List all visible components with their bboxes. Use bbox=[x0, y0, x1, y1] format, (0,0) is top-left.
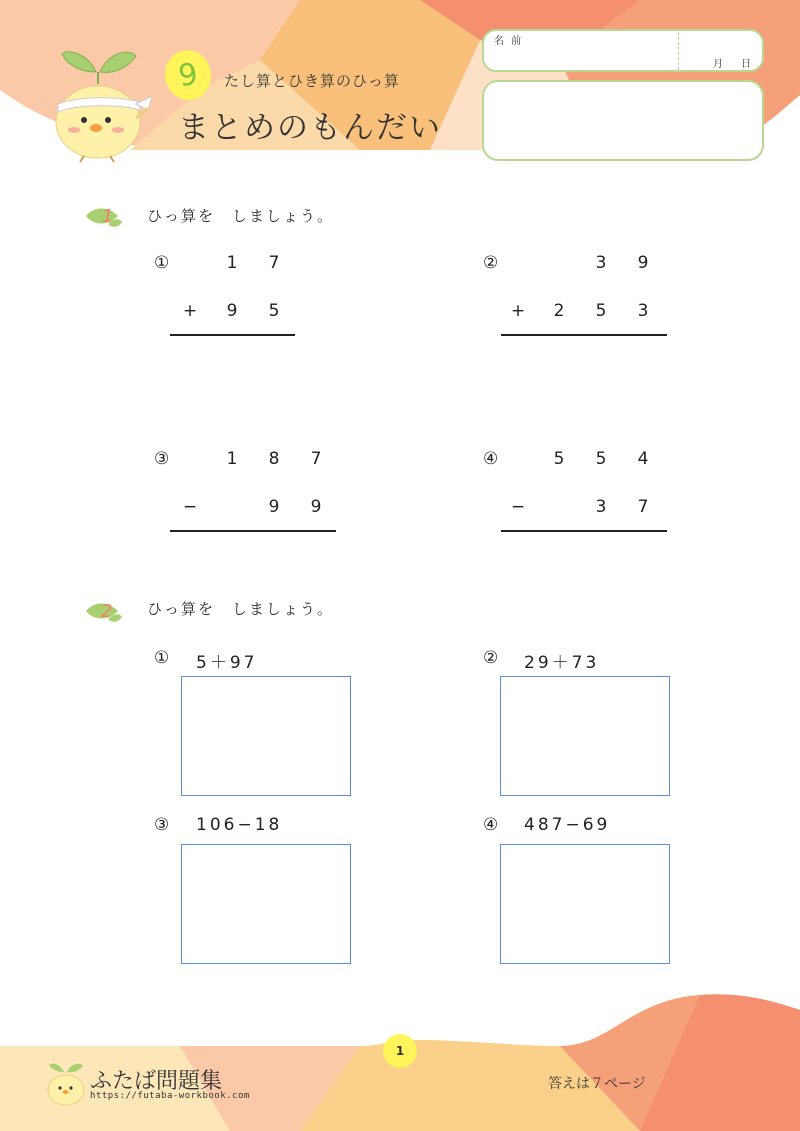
page-number-badge bbox=[383, 1034, 417, 1068]
s1-p3-bottom-digit: 9 bbox=[310, 497, 322, 517]
day-label: 日 bbox=[741, 59, 751, 70]
month-label: 月 bbox=[713, 59, 723, 70]
s1-p4-top-digit: 5 bbox=[553, 449, 565, 469]
s1-p3-top-digit: 7 bbox=[310, 449, 322, 469]
section-2-number: 2 bbox=[101, 601, 113, 622]
s1-p2-top-digit: 3 bbox=[595, 253, 607, 273]
s2-problem-3-answer-box[interactable] bbox=[181, 844, 351, 964]
score-field[interactable] bbox=[482, 80, 764, 161]
section-1-leaf-icon bbox=[84, 200, 124, 230]
s1-p1-top-digit: 7 bbox=[268, 253, 280, 273]
s2-problem-4-expression: 487−69 bbox=[524, 815, 611, 835]
s2-problem-2-expression: 29＋73 bbox=[524, 653, 600, 673]
section-1-number: 1 bbox=[102, 206, 114, 227]
s1-p4-operator: − bbox=[510, 497, 526, 517]
s1-p3-bottom-digit: 9 bbox=[268, 497, 280, 517]
s1-p4-bottom-digit: 7 bbox=[637, 497, 649, 517]
s1-problem-3-label: ③ bbox=[154, 449, 170, 469]
page-title: まとめのもんだい bbox=[178, 110, 442, 146]
s1-p3-top-digit: 8 bbox=[268, 449, 280, 469]
s2-problem-4-answer-box[interactable] bbox=[500, 844, 670, 964]
s1-p4-bottom-digit: 3 bbox=[595, 497, 607, 517]
s2-problem-2-label: ② bbox=[483, 648, 499, 668]
s2-problem-1-answer-box[interactable] bbox=[181, 676, 351, 796]
logo-chick-icon bbox=[44, 1060, 88, 1106]
logo-text: ふたば問題集 bbox=[90, 1069, 223, 1094]
mascot-chick-icon bbox=[48, 44, 158, 164]
worksheet-number: 9 bbox=[176, 56, 200, 94]
s1-p2-operator: + bbox=[510, 301, 526, 321]
page-number: 1 bbox=[395, 1044, 405, 1058]
s1-p3-answer-line bbox=[170, 530, 336, 532]
s2-problem-1-expression: 5＋97 bbox=[196, 653, 258, 673]
s1-problem-2-label: ② bbox=[483, 253, 499, 273]
s1-p1-top-digit: 1 bbox=[226, 253, 238, 273]
s1-p2-bottom-digit: 2 bbox=[553, 301, 565, 321]
s1-p3-operator: − bbox=[182, 497, 198, 517]
answer-page-note: 答えは７ページ bbox=[548, 1076, 646, 1092]
s2-problem-2-answer-box[interactable] bbox=[500, 676, 670, 796]
s1-problem-4-label: ④ bbox=[483, 449, 499, 469]
worksheet-subtitle: たし算とひき算のひっ算 bbox=[224, 72, 401, 90]
s1-p1-bottom-digit: 5 bbox=[268, 301, 280, 321]
section-2-instruction: ひっ算を しましょう。 bbox=[147, 600, 335, 618]
s1-p2-answer-line bbox=[501, 334, 667, 336]
s1-p4-answer-line bbox=[501, 530, 667, 532]
section-1-instruction: ひっ算を しましょう。 bbox=[147, 207, 335, 225]
s1-problem-1-label: ① bbox=[154, 253, 170, 273]
s2-problem-3-label: ③ bbox=[154, 815, 170, 835]
section-2-leaf-icon bbox=[84, 595, 124, 625]
s1-p1-bottom-digit: 9 bbox=[226, 301, 238, 321]
s2-problem-3-expression: 106−18 bbox=[196, 815, 283, 835]
s1-p4-top-digit: 4 bbox=[637, 449, 649, 469]
name-label: 名 前 bbox=[494, 36, 524, 47]
s1-p2-bottom-digit: 5 bbox=[595, 301, 607, 321]
s1-p1-answer-line bbox=[170, 334, 295, 336]
s2-problem-1-label: ① bbox=[154, 648, 170, 668]
s1-p4-top-digit: 5 bbox=[595, 449, 607, 469]
name-date-divider bbox=[678, 32, 679, 70]
s1-p1-operator: + bbox=[182, 301, 198, 321]
logo-url[interactable]: https://futaba-workbook.com bbox=[90, 1091, 250, 1101]
s2-problem-4-label: ④ bbox=[483, 815, 499, 835]
s1-p2-top-digit: 9 bbox=[637, 253, 649, 273]
s1-p2-bottom-digit: 3 bbox=[637, 301, 649, 321]
s1-p3-top-digit: 1 bbox=[226, 449, 238, 469]
